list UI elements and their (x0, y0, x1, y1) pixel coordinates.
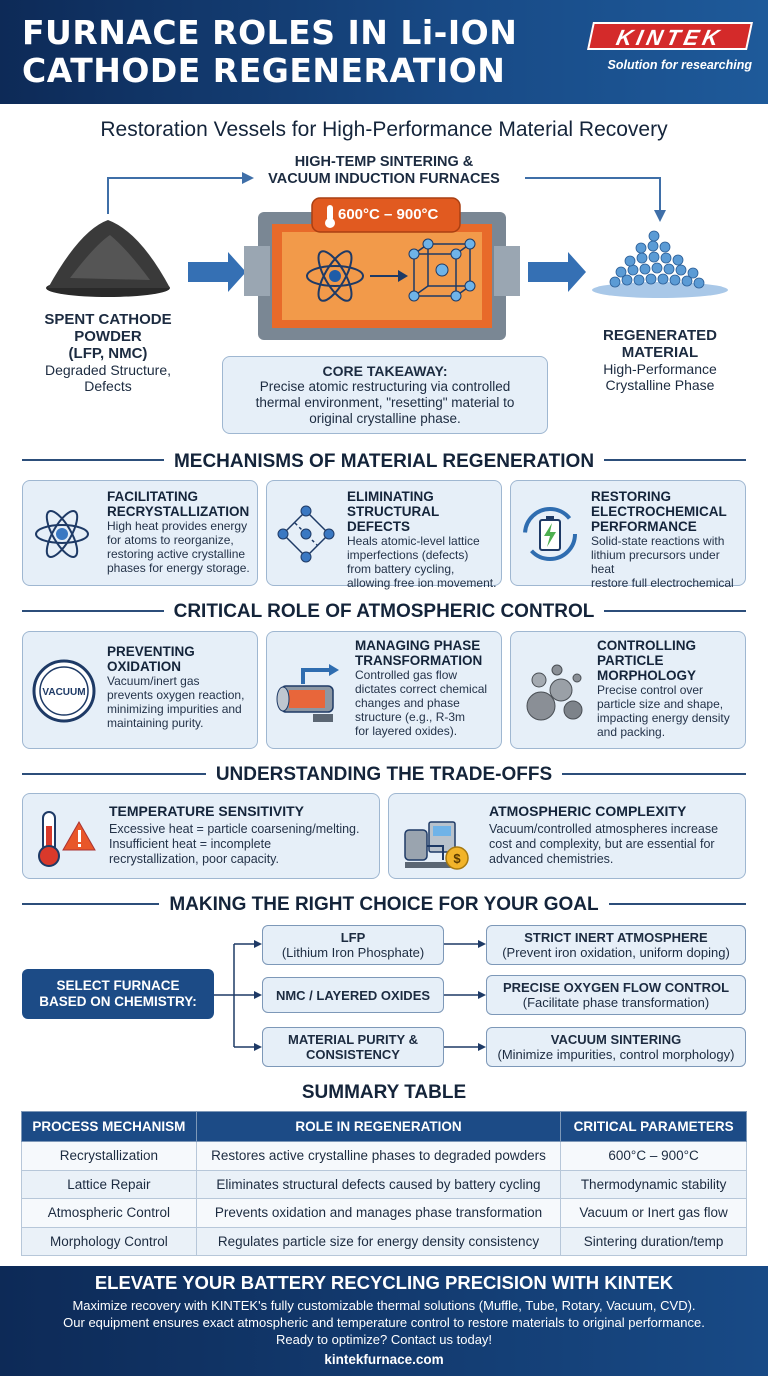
result-inert-atmosphere: STRICT INERT ATMOSPHERE (Prevent iron oxidation, uniform doping) (486, 925, 746, 965)
atom-icon (31, 503, 93, 565)
result-oxygen-flow: PRECISE OXYGEN FLOW CONTROL (Facilitate phase transformation) (486, 975, 746, 1015)
select-furnace-root: SELECT FURNACE BASED ON CHEMISTRY: (22, 969, 214, 1019)
atmosphere-card-morphology: CONTROLLING PARTICLE MORPHOLOGY Precise control over particle size and shape, impacting energy density and packing. (510, 631, 746, 749)
mechanism-card-electrochemical: RESTORING ELECTROCHEMICAL PERFORMANCE Solid-state reactions with lithium precursors under heat restore full electrochemical (510, 480, 746, 586)
atmosphere-card-oxidation: VACUUM PREVENTING OXIDATION Vacuum/inert gas prevents oxygen reaction, minimizing impurities and maintaining purity. (22, 631, 258, 749)
thermometer-warning-icon (33, 808, 99, 870)
table-header: CRITICAL PARAMETERS (561, 1112, 747, 1142)
choice-heading: MAKING THE RIGHT CHOICE FOR YOUR GOAL (0, 894, 768, 916)
table-row: Lattice Repair Eliminates structural defects caused by battery cycling Thermodynamic stability (22, 1170, 747, 1199)
footer-website-link[interactable]: kintekfurnace.com (324, 1352, 444, 1367)
input-material-label: SPENT CATHODE POWDER (LFP, NMC) Degraded Structure, Defects (44, 311, 172, 394)
option-purity: MATERIAL PURITY & CONSISTENCY (262, 1027, 444, 1067)
table-row: Atmospheric Control Prevents oxidation and manages phase transformation Vacuum or Inert gas flow (22, 1199, 747, 1228)
table-header: ROLE IN REGENERATION (196, 1112, 560, 1142)
equipment-cost-icon (399, 806, 479, 874)
tradeoffs-heading: UNDERSTANDING THE TRADE-OFFS (0, 764, 768, 786)
temperature-badge: 600°C – 900°C (338, 206, 439, 223)
table-row: Recrystallization Restores active crystalline phases to degraded powders 600°C – 900°C (22, 1142, 747, 1171)
particles-icon (517, 658, 589, 730)
option-lfp: LFP (Lithium Iron Phosphate) (262, 925, 444, 965)
mechanism-card-defects: ELIMINATING STRUCTURAL DEFECTS Heals atomic-level lattice imperfections (defects) from battery cycling, allowing free ion movement. (266, 480, 502, 586)
core-takeaway-box: CORE TAKEAWAY: Precise atomic restructuring via controlled thermal environment, "resetting" material to original crystalline phase. (222, 356, 548, 434)
table-row: Morphology Control Regulates particle size for energy density consistency Sintering duration/temp (22, 1227, 747, 1256)
furnace-title: HIGH-TEMP SINTERING & VACUUM INDUCTION FURNACES (268, 154, 500, 187)
footer-heading: ELEVATE YOUR BATTERY RECYCLING PRECISION WITH KINTEK (94, 1272, 674, 1293)
lattice-icon (275, 503, 337, 565)
svg-text:VACUUM: VACUUM (42, 687, 86, 698)
vacuum-icon (31, 658, 97, 724)
atmosphere-card-phase: MANAGING PHASE TRANSFORMATION Controlled gas flow dictates correct chemical changes and phase structure (e.g., R-3m for layered oxides). (266, 631, 502, 749)
kintek-logo: KINTEK (587, 22, 753, 50)
regenerated-granules-icon (592, 231, 728, 298)
result-vacuum-sintering: VACUUM SINTERING (Minimize impurities, control morphology) (486, 1027, 746, 1067)
spent-powder-icon (46, 220, 170, 297)
tradeoff-card-atmosphere: $ ATMOSPHERIC COMPLEXITY Vacuum/controlled atmospheres increase cost and complexity, but are essential for advanced chemistries. (388, 793, 746, 879)
table-header: PROCESS MECHANISM (22, 1112, 197, 1142)
brand-tagline: Solution for researching (607, 58, 752, 72)
tradeoff-card-temperature: TEMPERATURE SENSITIVITY Excessive heat = particle coarsening/melting. Insufficient heat = incomplete recrystallization, poor capacity. (22, 793, 380, 879)
output-material-label: REGENERATED MATERIAL High-Performance Crystalline Phase (603, 327, 717, 393)
mechanisms-heading: MECHANISMS OF MATERIAL REGENERATION (0, 451, 768, 473)
summary-heading: SUMMARY TABLE (301, 1082, 467, 1103)
atmosphere-heading: CRITICAL ROLE OF ATMOSPHERIC CONTROL (0, 601, 768, 623)
page-subtitle: Restoration Vessels for High-Performance Material Recovery (100, 118, 668, 141)
page-title: FURNACE ROLES IN Li-ION CATHODE REGENERATION (22, 13, 518, 90)
option-nmc: NMC / LAYERED OXIDES (262, 977, 444, 1013)
battery-icon (519, 503, 581, 565)
footer-body: Maximize recovery with KINTEK's fully customizable thermal solutions (Muffle, Tube, Rotary, Vacuum, CVD). Our equipment ensures exact atmospheric and temperature control to restore materials to original performance. Ready to optimize? Contact us today! (63, 1298, 705, 1347)
tube-furnace-icon (273, 662, 347, 726)
svg-text:$: $ (453, 851, 461, 866)
summary-table (21, 1111, 747, 1256)
mechanism-card-recrystallization: FACILITATING RECRYSTALLIZATION High heat provides energy for atoms to reorganize, restoring active crystalline phases for energy storage. (22, 480, 258, 586)
